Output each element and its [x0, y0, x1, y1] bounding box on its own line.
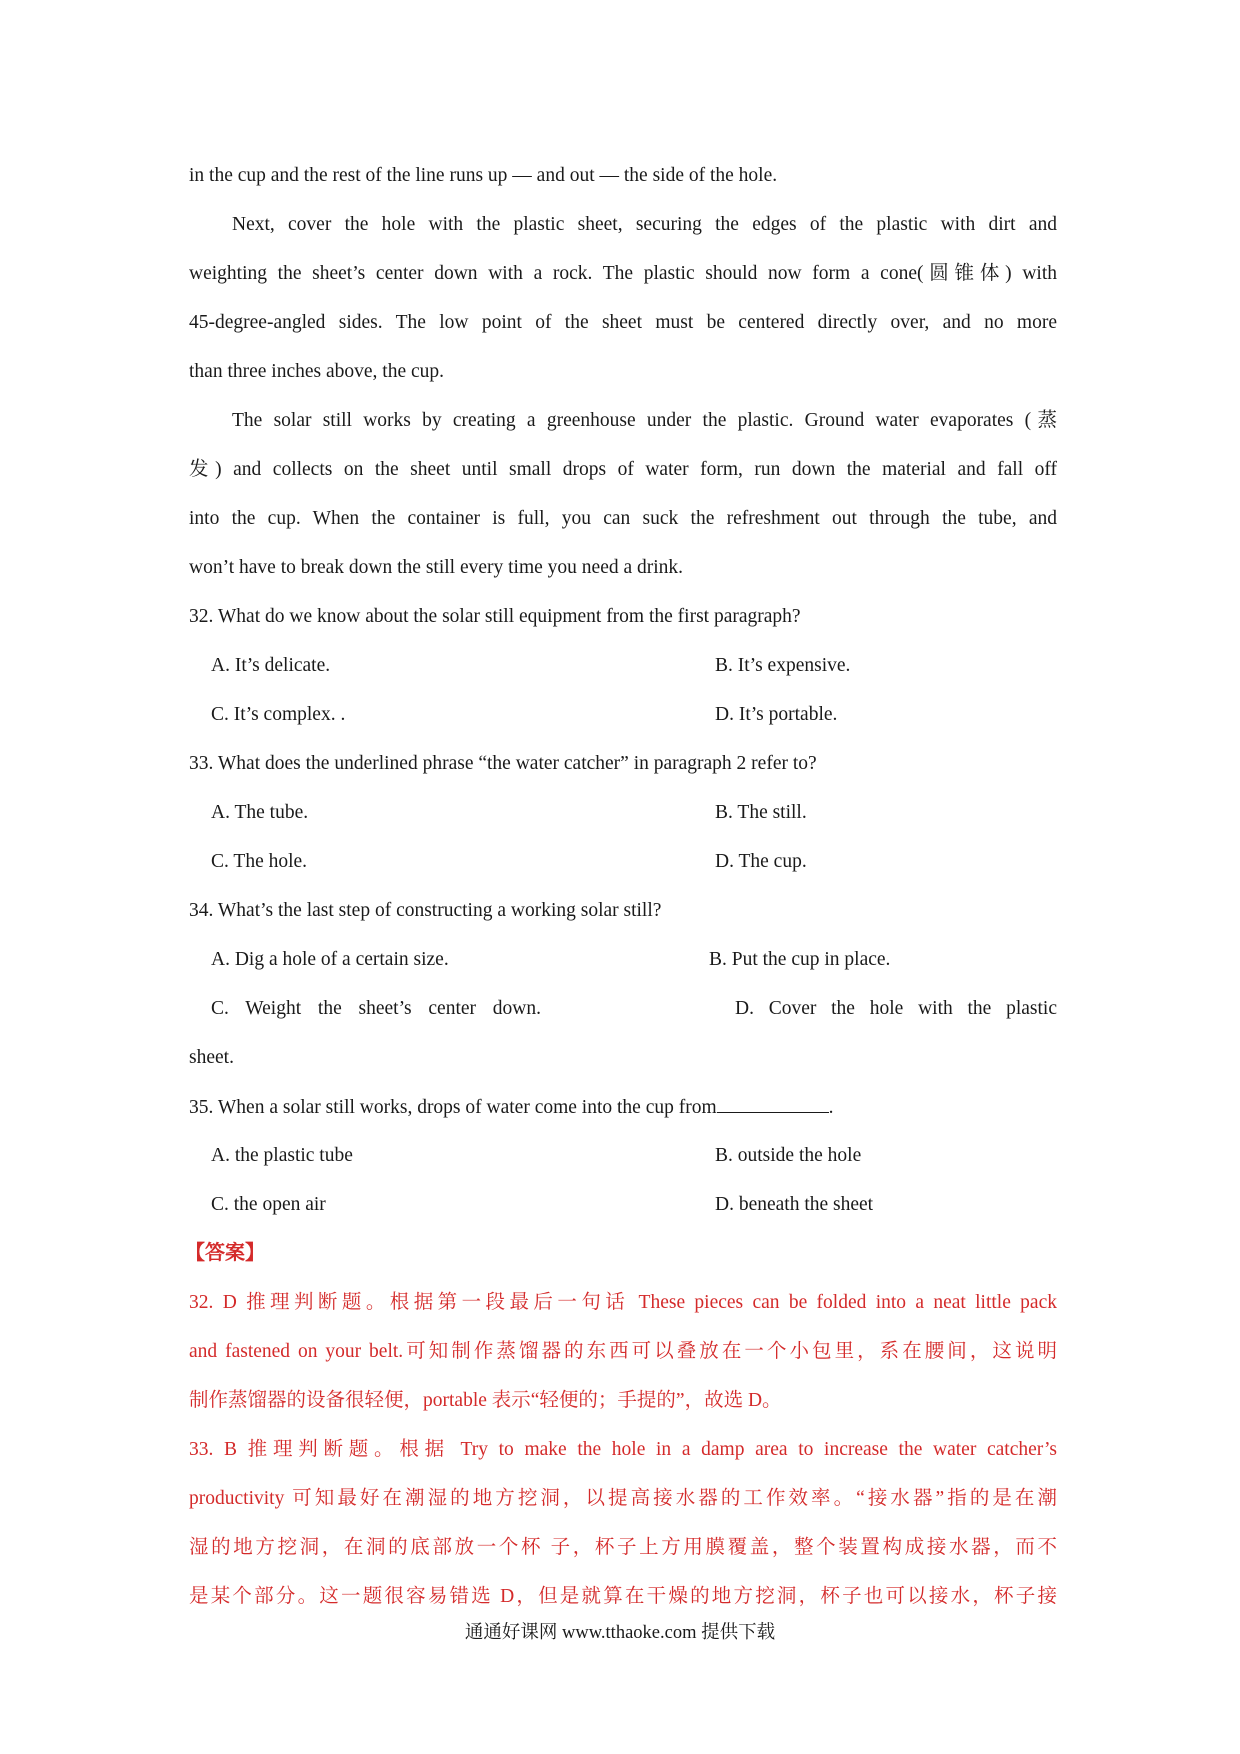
option-c: C. Weight the sheet’s center down. [211, 998, 541, 1019]
page-footer: 通通好课网 www.tthaoke.com 提供下载 [464, 1623, 776, 1643]
question-stem: 34. What’s the last step of constructing a working solar still? [189, 900, 662, 921]
option-d: D. The cup. [715, 851, 807, 872]
answer-line: productivity 可知最好在潮湿的地方挖洞，以提高接水器的工作效率。“接水器”指的是在潮 [189, 1488, 1057, 1509]
passage-line: than three inches above, the cup. [189, 361, 445, 382]
option-c: C. the open air [211, 1194, 326, 1215]
passage-line: into the cup. When the container is full, you can suck the refreshment out through the tube, and [189, 508, 1057, 529]
question-stem-text: 35. When a solar still works, drops of water come into the cup from [189, 1097, 717, 1118]
passage-line: 45-degree-angled sides. The low point of the sheet must be centered directly over, and no more [189, 312, 1057, 333]
option-c: C. It’s complex. . [211, 704, 346, 725]
answer-line: and fastened on your belt.可知制作蒸馏器的东西可以叠放在一个小包里，系在腰间，这说明 [189, 1341, 1057, 1362]
question-stem-end: . [828, 1097, 834, 1118]
option-b: B. It’s expensive. [715, 655, 851, 676]
option-d: D. It’s portable. [715, 704, 838, 725]
option-b: B. outside the hole [715, 1145, 862, 1166]
answer-line: 湿的地方挖洞，在洞的底部放一个杯 子，杯子上方用膜覆盖，整个装置构成接水器，而不 [189, 1537, 1057, 1558]
answer-line: 制作蒸馏器的设备很轻便，portable 表示“轻便的；手提的”，故选 D。 [189, 1390, 782, 1411]
passage-line: in the cup and the rest of the line runs up — and out — the side of the hole. [189, 165, 778, 186]
passage-line: weighting the sheet’s center down with a rock. The plastic should now form a cone(圆锥体) with [189, 263, 1057, 284]
option-a: A. Dig a hole of a certain size. [211, 949, 449, 970]
option-b: B. Put the cup in place. [709, 949, 891, 970]
question-stem: 32. What do we know about the solar still equipment from the first paragraph? [189, 606, 801, 627]
answer-line: 32. D 推理判断题。根据第一段最后一句话 These pieces can be folded into a neat little pack [189, 1292, 1057, 1313]
answer-blank [717, 1094, 829, 1113]
option-d: D. Cover the hole with the plastic [735, 998, 1057, 1019]
option-c: C. The hole. [211, 851, 308, 872]
passage-line: 发) and collects on the sheet until small drops of water form, run down the material and fall off [189, 459, 1057, 480]
option-b: B. The still. [715, 802, 807, 823]
passage-line: The solar still works by creating a greenhouse under the plastic. Ground water evaporates (蒸 [232, 410, 1057, 431]
passage-line: won’t have to break down the still every time you need a drink. [189, 557, 684, 578]
option-a: A. the plastic tube [211, 1145, 353, 1166]
option-a: A. It’s delicate. [211, 655, 331, 676]
answer-line: 是某个部分。这一题很容易错选 D，但是就算在干燥的地方挖洞，杯子也可以接水，杯子接 [189, 1586, 1057, 1607]
answer-heading: 【答案】 [185, 1242, 265, 1264]
answer-line: 33. B 推理判断题。根据 Try to make the hole in a damp area to increase the water catcher’s [189, 1439, 1057, 1460]
option-a: A. The tube. [211, 802, 309, 823]
option-d: D. beneath the sheet [715, 1194, 874, 1215]
question-stem [189, 1094, 834, 1121]
option-d-continuation: sheet. [189, 1047, 234, 1068]
passage-line: Next, cover the hole with the plastic sheet, securing the edges of the plastic with dirt and [232, 214, 1057, 235]
question-stem: 33. What does the underlined phrase “the water catcher” in paragraph 2 refer to? [189, 753, 817, 774]
